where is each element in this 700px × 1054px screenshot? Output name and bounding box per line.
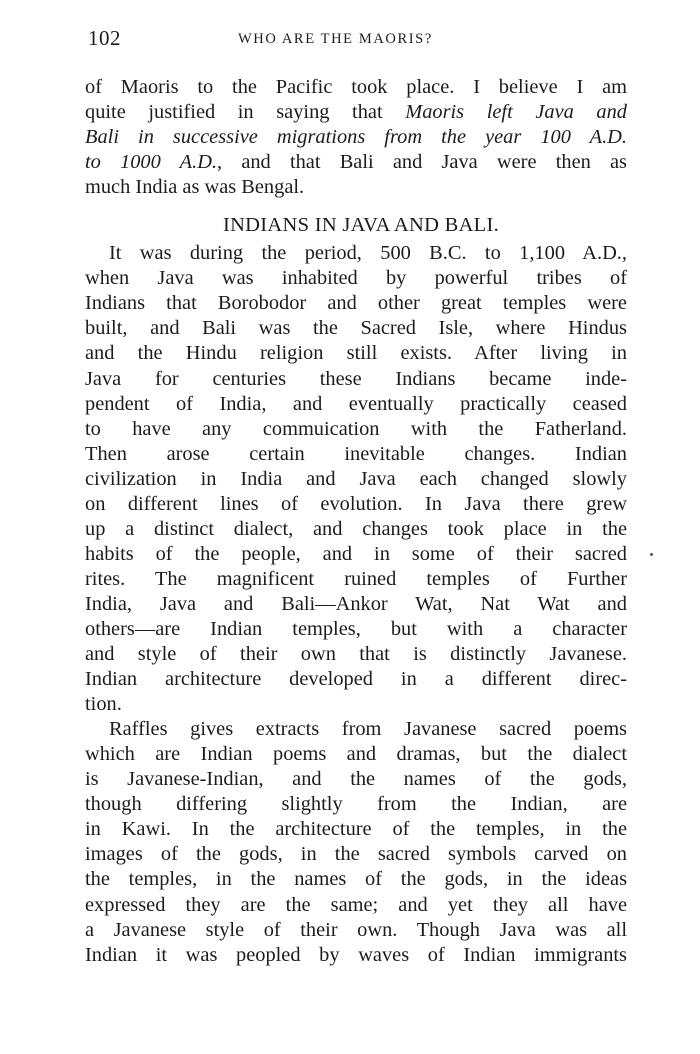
text-run: , and that Bali and Java were then as — [217, 151, 627, 174]
text-line: India, Java and Bali—Ankor Wat, Nat Wat and — [85, 592, 627, 615]
paragraph-2 — [85, 241, 627, 717]
text-line: though differing slightly from the Indian, are — [85, 793, 627, 816]
text-line: is Javanese-Indian, and the names of the gods, — [85, 768, 627, 791]
text-line: Then arose certain inevitable changes. Indian — [85, 442, 627, 465]
italic-text: to 1000 A.D. — [85, 151, 218, 174]
text-line: It was during the period, 500 B.C. to 1,100 A.D., — [109, 242, 627, 265]
text-line: which are Indian poems and dramas, but the dialect — [85, 743, 627, 766]
text-line — [85, 125, 627, 150]
running-title: WHO ARE THE MAORIS? — [238, 31, 433, 47]
text-line: and style of their own that is distinctly Javanese. — [85, 643, 627, 666]
running-header — [88, 26, 628, 56]
text-line: others—are Indian temples, but with a character — [85, 617, 627, 640]
paragraph-3 — [85, 717, 627, 967]
text-line: of Maoris to the Pacific took place. I believe I am — [85, 76, 627, 98]
ink-speck — [650, 553, 653, 556]
text-line: Indian it was peopled by waves of Indian immigrants — [85, 943, 627, 966]
text-line: civilization in India and Java each changed slowly — [85, 467, 627, 490]
text-run: quite justified in saying that — [85, 101, 406, 124]
text-line: rites. The magnificent ruined temples of Further — [85, 567, 627, 590]
text-line: tion. — [85, 693, 122, 716]
text-line: and the Hindu religion still exists. After living in — [85, 342, 627, 365]
body-text — [85, 75, 627, 968]
text-line: a Javanese style of their own. Though Java was all — [85, 918, 627, 941]
section-heading: INDIANS IN JAVA AND BALI. — [222, 214, 500, 237]
text-line: expressed they are the same; and yet they all have — [85, 893, 627, 916]
paragraph-1 — [85, 75, 627, 200]
page-number: 102 — [88, 26, 121, 50]
text-line: much India as was Bengal. — [85, 176, 305, 199]
text-line: Java for centuries these Indians became inde- — [85, 367, 627, 390]
text-line: habits of the people, and in some of their sacred — [85, 542, 627, 565]
text-line: pendent of India, and eventually practically ceased — [85, 392, 627, 415]
text-line: images of the gods, in the sacred symbols carved on — [85, 843, 627, 866]
text-line: on different lines of evolution. In Java there grew — [85, 492, 627, 515]
text-line — [85, 100, 627, 125]
text-line: Indian architecture developed in a different direc- — [85, 668, 627, 691]
text-line: to have any commuication with the Fatherland. — [85, 417, 627, 440]
text-line: up a distinct dialect, and changes took place in the — [85, 517, 627, 540]
italic-text: Maoris left Java and — [405, 101, 627, 124]
text-line: in Kawi. In the architecture of the temples, in the — [85, 818, 627, 841]
text-line: built, and Bali was the Sacred Isle, where Hindus — [85, 317, 627, 340]
text-line: when Java was inhabited by powerful tribes of — [85, 267, 627, 290]
text-line: Indians that Borobodor and other great temples were — [85, 292, 627, 315]
italic-text: Bali in successive migrations from the year 100 A.D. — [85, 126, 627, 149]
text-line: Raffles gives extracts from Javanese sacred poems — [109, 718, 627, 741]
text-line — [85, 150, 627, 175]
text-line: the temples, in the names of the gods, in the ideas — [85, 868, 627, 891]
